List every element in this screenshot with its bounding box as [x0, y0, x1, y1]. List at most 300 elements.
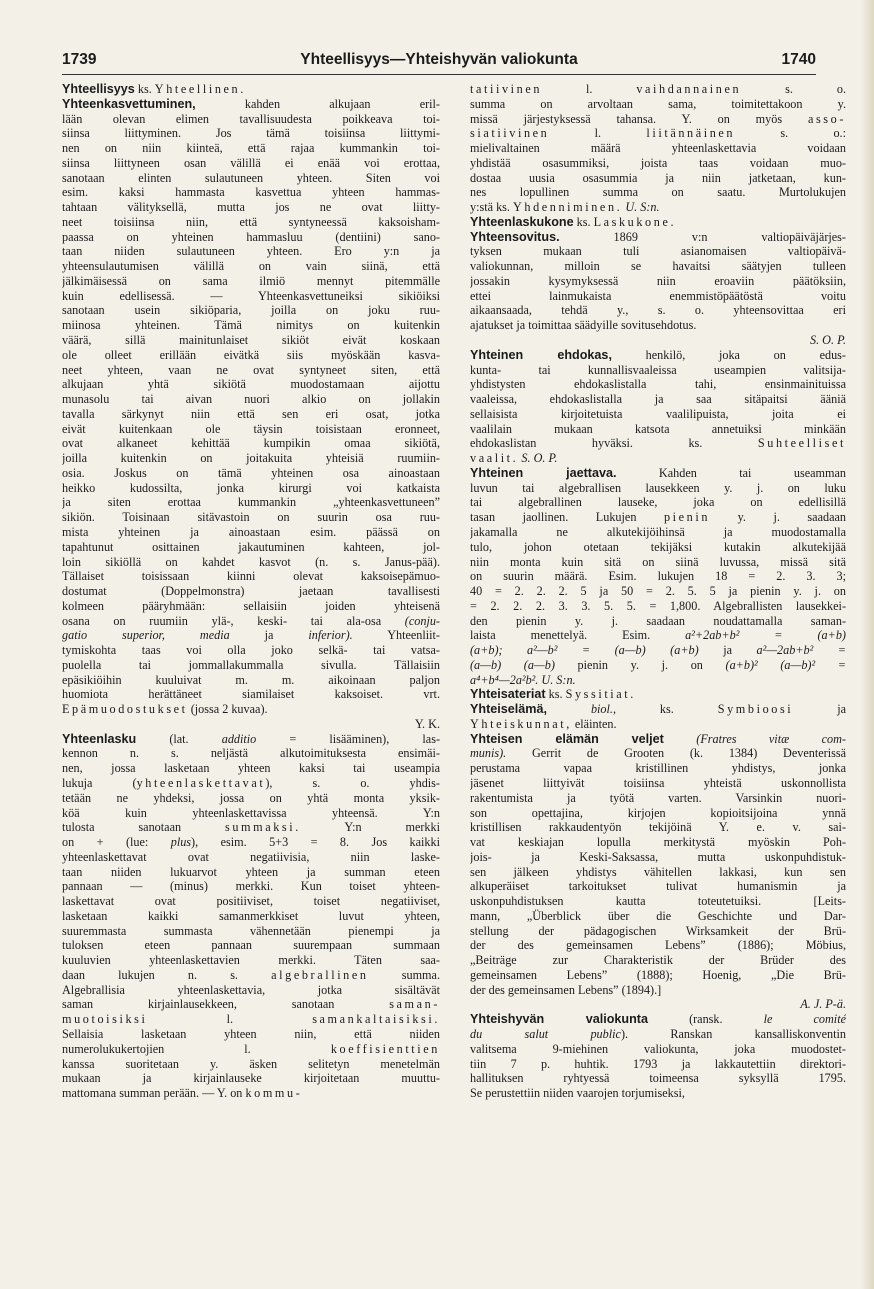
text-line — [62, 658, 440, 673]
text-segment: vat keskiajan lopulla merkitystä myöskin Poh- — [470, 835, 846, 850]
text-segment: kolmeen pääryhmään: sellaisiin joiden yhteisenä — [62, 598, 440, 613]
text-segment: stellung der pädagogischen Wirksamkeit der Brü- — [470, 923, 846, 938]
text-line — [62, 318, 440, 333]
text-segment: Yhteiskunnat, — [470, 716, 572, 731]
text-segment: Tällaiset toisissaan kiinni olevat kaksoisepämuo- — [62, 569, 440, 584]
text-segment: samankaltaisiksi. — [312, 1012, 440, 1027]
text-line — [62, 746, 440, 761]
text-line — [470, 481, 846, 496]
text-line — [62, 628, 440, 643]
text-line — [470, 200, 846, 215]
text-segment: tymiskohta taas voi olla joko selkä- tai vatsa- — [62, 643, 440, 658]
text-segment: (lat. — [136, 731, 222, 746]
text-segment: Sellaisia lasketaan yhteen niin, että niiden — [62, 1027, 440, 1041]
text-segment: nen, jossa lasketaan yhteen kaksi tai useampia — [62, 761, 440, 776]
entry-headword: Yhteenkasvettuminen, — [62, 96, 196, 111]
text-segment: saman- — [389, 997, 440, 1012]
text-segment: sen jälkeen yhdistys vähitellen lakkasi, kun sen — [470, 864, 846, 879]
text-line — [470, 436, 846, 451]
text-segment: = lisääminen), las- — [256, 731, 440, 746]
text-segment: siatiivinen — [470, 126, 550, 141]
text-segment: saman kirjainlausekkeen, sanotaan — [62, 997, 390, 1012]
text-line — [470, 318, 846, 333]
header-rule — [62, 74, 816, 75]
text-segment: epäsikiöihin kuuluivat m. m. aikoinaan paljon — [62, 672, 440, 687]
text-line — [62, 525, 440, 540]
text-line — [62, 643, 440, 658]
text-line — [62, 141, 440, 156]
text-segment: mukaan ja kirjainlauseke kirjoitetaan muuttu- — [62, 1071, 440, 1086]
text-segment: miinosa yhteinen. Tämä nimitys on kuitenkin — [62, 318, 440, 333]
text-segment: loin sikiöllä on kahdet kasvot (n. s. Janus-pää). — [62, 554, 440, 569]
text-segment: vaihdannainen — [636, 82, 742, 96]
text-segment: puolella tai jommallakummalla sivulla. Tällaisiin — [62, 657, 440, 672]
text-line — [470, 555, 846, 570]
text-line — [62, 776, 440, 791]
text-line — [62, 820, 440, 835]
text-segment: summa. — [368, 967, 440, 982]
text-segment: gemeinsamen Lebens” (1888); Hoenig, „Die Brü- — [470, 967, 846, 982]
text-segment: y:stä ks. — [470, 200, 513, 215]
text-line — [62, 333, 440, 348]
text-segment: asso- — [807, 111, 846, 126]
text-line — [62, 303, 440, 318]
text-line — [470, 702, 846, 717]
text-segment: le comité — [763, 1012, 846, 1027]
text-segment: neet yhteen, vaan ne ovat syntyneet siten, että — [62, 362, 440, 377]
text-line — [470, 820, 846, 835]
text-line — [470, 835, 846, 850]
text-segment: a²—2ab+b² = — [756, 643, 846, 658]
text-segment: sanotaan elinten sulautuneen yhteen. Siten voi — [62, 170, 440, 185]
entry-headword: Yhteellisyys — [62, 82, 135, 96]
text-segment: Algebrallisia yhteenlaskettavia, jotka sisältävät — [62, 982, 440, 997]
text-line — [470, 348, 846, 363]
text-segment: jossakin kysymyksessä niin eroaviin päätöksiin, — [470, 273, 846, 288]
text-line — [62, 451, 440, 466]
text-line — [470, 584, 846, 599]
text-segment: perustama vapaa kristillinen yhdistys, jonka — [470, 761, 846, 776]
text-segment: yhteenlaskettavat — [136, 775, 266, 790]
text-segment: Syssitiat. — [565, 687, 636, 702]
text-segment: tavalla särkynyt niin että sen eri osat, jotka — [62, 406, 440, 421]
text-line — [470, 451, 846, 466]
text-line — [62, 614, 440, 629]
text-segment: ja siten erottaa kummankin „yhteenkasvettuneen” — [62, 495, 440, 510]
text-segment: tapahtunut osittainen jakautuminen kahteen, jol- — [62, 539, 440, 554]
text-segment: missä järjestyksessä tahansa. Y. on myös — [470, 111, 808, 126]
text-segment: inferior). — [308, 628, 353, 643]
text-line — [62, 717, 440, 732]
text-line — [470, 791, 846, 806]
text-segment: osia. Joskus on tämä yhteinen osa ainoastaan — [62, 465, 440, 480]
text-segment: huomiota herättäneet siamilaiset kaksoiset. vrt. — [62, 687, 440, 702]
text-segment — [547, 702, 591, 716]
text-segment: l. — [542, 82, 637, 96]
text-segment: nes lopullinen summa on saatu. Murtolukujen — [470, 185, 846, 200]
text-segment: liitännäinen — [646, 126, 736, 141]
text-line — [470, 673, 846, 688]
page-edge-shadow — [860, 0, 874, 1289]
text-line — [470, 746, 846, 761]
text-segment: lään olevan elimen tavallisuudesta poikkeava toi- — [62, 111, 440, 126]
text-line — [62, 702, 440, 717]
text-line — [62, 732, 440, 747]
text-segment: niin monta kuin sitä on siinä luvussa, missä sitä — [470, 554, 846, 569]
text-segment: eivät kuitenkaan ole täysin toisistaan eronneet, — [62, 421, 440, 436]
text-line — [470, 1012, 846, 1027]
text-segment: sikiön. Toisinaan sitävastoin on suurin osa ruu- — [62, 510, 440, 525]
text-line — [62, 407, 440, 422]
text-segment: mann, „Überblick über die Geschichte und Dar- — [470, 908, 846, 923]
text-segment: additio — [221, 731, 257, 746]
text-line — [470, 466, 846, 481]
text-line — [62, 673, 440, 688]
left-column — [62, 82, 440, 1101]
text-segment: aikaansaada, tehdä y., s. o. yhteensovittaa eri — [470, 303, 846, 318]
text-segment: (jossa 2 kuvaa). — [187, 702, 268, 717]
text-segment: luvun tai algebrallisen lausekkeen y. j. on luku — [470, 480, 846, 495]
text-segment: daan lukujen n. s. — [62, 967, 272, 982]
text-line — [62, 126, 440, 141]
text-line — [62, 894, 440, 909]
text-line — [62, 215, 440, 230]
text-line — [62, 540, 440, 555]
text-line — [470, 1086, 846, 1101]
text-segment: den pienin y. j. saadaan noudattamalla saman- — [470, 613, 846, 628]
text-line — [470, 185, 846, 200]
text-line — [62, 968, 440, 983]
text-line — [62, 422, 440, 437]
text-segment: ks. — [134, 82, 155, 96]
text-segment: (a—b) (a—b) — [470, 657, 555, 672]
text-line — [62, 259, 440, 274]
running-title: Yhteellisyys—Yhteishyvän valiokunta — [300, 51, 578, 68]
text-segment: a²+2ab+b² = (a+b) — [685, 628, 846, 643]
text-segment: paassa on yhteinen hammasluu (dentiini) sano- — [62, 229, 440, 244]
text-line — [62, 82, 440, 97]
entry-headword: Yhteenlaskukone — [470, 214, 574, 229]
text-segment: tiin 7 p. huhtik. 1793 ja lakkautettiin direktori- — [470, 1056, 846, 1071]
text-line — [470, 392, 846, 407]
text-segment: pienin — [663, 510, 711, 525]
text-segment: koeffisienttien — [330, 1041, 440, 1056]
text-line — [470, 687, 846, 702]
text-segment: valiokunnan, milloin se havaitsi säätyjen tulleen — [470, 259, 846, 274]
text-line — [62, 997, 440, 1012]
text-segment: osana on ruumiin ylä-, keski- tai ala-osa — [62, 613, 405, 628]
text-line — [62, 171, 440, 186]
text-line — [62, 363, 440, 378]
text-segment: taan niiden lukuarvot yhteen ja summan eteen — [62, 864, 440, 879]
text-line — [62, 555, 440, 570]
text-segment: der des gemeinsamen Lebens” (1886); Möbius, — [470, 938, 846, 953]
text-line — [62, 289, 440, 304]
text-line — [62, 200, 440, 215]
text-segment: Kahden tai useamman — [616, 465, 846, 480]
text-line — [470, 289, 846, 304]
text-segment: plus — [170, 835, 192, 850]
text-segment: S. O. P. — [521, 451, 558, 466]
text-segment: lasketaan kaikki samanmerkkiset luvut yhteen, — [62, 908, 440, 923]
text-segment: algebrallinen — [271, 967, 369, 982]
text-segment: Epämuodostukset — [62, 702, 188, 717]
entry-headword: Yhteinen ehdokas, — [470, 347, 612, 362]
text-segment: mattomana summan perään. — Y. on — [62, 1086, 246, 1101]
text-segment: yhteensulautumisen välillä on vain siinä, että — [62, 259, 440, 274]
text-line — [62, 924, 440, 939]
text-line — [470, 215, 846, 230]
text-segment: laskettavat ovat positiiviset, toiset negatiiviset, — [62, 894, 440, 909]
entry-headword: Yhteensovitus. — [470, 229, 560, 244]
text-line — [470, 879, 846, 894]
text-segment: yhdistysten ehdokaslistalla tahi, ensinmainituissa — [470, 377, 846, 392]
text-line — [470, 244, 846, 259]
text-segment: vaaleissa, ehdokaslistalla ja saa sitäpaitsi ääniä — [470, 392, 846, 407]
text-segment: kuuluvien yhteenlaskettavien merkki. Täten saa- — [62, 953, 440, 968]
text-segment: hallituksen ryhtyessä toimeensa syksyllä 1795. — [470, 1071, 846, 1086]
author-signature: A. J. P-ä. — [800, 997, 846, 1012]
text-segment: U. S:n. — [541, 672, 576, 687]
text-line — [470, 717, 846, 732]
text-segment: y. j. saadaan — [710, 510, 846, 525]
text-segment: (a+b); a²—b² = (a—b) (a+b) — [470, 643, 699, 658]
text-segment: s. o.: — [735, 126, 846, 141]
text-segment: (conju- — [404, 613, 440, 628]
text-segment: a⁴+b⁴—2a²b². — [470, 672, 539, 687]
text-segment: = 2. 2. 2. 3. 3. 5. 5. = 1,800. Algebrallisten lausekkei- — [470, 598, 846, 613]
text-line — [470, 628, 846, 643]
text-line — [62, 1057, 440, 1072]
text-line — [470, 407, 846, 422]
text-line — [470, 983, 846, 998]
text-segment: Symbioosi — [717, 702, 794, 717]
text-segment: Suhteelliset — [757, 436, 846, 451]
entry-headword: Yhteinen jaettava. — [470, 465, 617, 480]
text-line — [62, 392, 440, 407]
text-line — [470, 363, 846, 378]
page-number-right: 1740 — [781, 51, 816, 68]
text-line — [470, 303, 846, 318]
text-segment: gatio superior, media — [62, 628, 230, 643]
text-line — [470, 333, 846, 348]
entry-headword: Yhteenlasku — [62, 731, 137, 746]
text-line — [470, 761, 846, 776]
text-segment: Yhteenliit- — [352, 628, 440, 643]
text-line — [470, 614, 846, 629]
text-segment: tatiivinen — [470, 82, 543, 96]
text-line — [470, 141, 846, 156]
text-line — [62, 436, 440, 451]
text-line — [470, 953, 846, 968]
text-segment: summa on arvoltaan sama, toimitettakoon y. — [470, 96, 846, 111]
text-segment: ks. — [573, 214, 594, 229]
text-segment: pannaan — (minus) merkki. Kun toiset yhteen- — [62, 879, 440, 894]
text-line — [62, 569, 440, 584]
text-line — [470, 776, 846, 791]
text-segment: yhteenlaskettavat ovat negatiivisia, niin laske- — [62, 849, 440, 864]
text-segment: tuloksen eteen pannaan suurempaan summaan — [62, 938, 440, 953]
text-line — [470, 422, 846, 437]
text-line — [470, 1071, 846, 1086]
entry-headword: Yhteisateriat — [470, 687, 546, 702]
text-segment: „Beiträge zur Charakteristik der Brüder des — [470, 953, 846, 968]
text-line — [62, 1086, 440, 1101]
text-segment: tyksen mukaan tuli asianomaisen valtiopäivä- — [470, 244, 846, 259]
page-header — [62, 48, 816, 74]
text-line — [470, 909, 846, 924]
text-segment: Laskukone. — [593, 214, 677, 229]
text-line — [470, 1027, 846, 1042]
text-segment: l. — [549, 126, 647, 141]
text-segment: sellaisista kirjoitetuista vaalilipuista, joita ei — [470, 406, 846, 421]
text-line — [470, 865, 846, 880]
text-segment: joilla kuitenkin on joitakuita yhteisiä ruumiin- — [62, 451, 440, 466]
text-segment: eläinten. — [571, 716, 617, 731]
entry-headword: Yhteiselämä, — [470, 702, 548, 717]
text-line — [470, 82, 846, 97]
text-segment: jakamalla ne alkutekijöihinsä ja muodostamalla — [470, 524, 846, 539]
text-segment: vaalit. — [470, 451, 519, 466]
text-segment: taan niiden sulautuneen yhteen. Ero y:n ja — [62, 244, 440, 259]
text-segment: ja — [793, 702, 846, 717]
text-segment: son opettajina, kirjojen kopioitsijoina ynnä — [470, 805, 846, 820]
text-segment: s. o. — [741, 82, 846, 96]
text-line — [470, 894, 846, 909]
text-line — [470, 599, 846, 614]
text-segment: yhdistää osasummiksi, joista taas voidaan muo- — [470, 155, 846, 170]
text-line — [62, 938, 440, 953]
text-line — [62, 1012, 440, 1027]
text-line — [62, 1042, 440, 1057]
text-line — [470, 540, 846, 555]
text-segment: 40 = 2. 2. 2. 5 ja 50 = 2. 5. 5 ja pienin y. j. on — [470, 584, 846, 599]
text-line — [470, 112, 846, 127]
text-segment: Se perustettiin niiden vaarojen torjumiseksi, — [470, 1086, 685, 1101]
text-line — [62, 806, 440, 821]
text-line — [62, 865, 440, 880]
text-segment: Yhteellinen. — [154, 82, 246, 96]
text-segment: alkujaan yhtä sikiötä muodostamaan aijottu — [62, 377, 440, 392]
text-line — [62, 466, 440, 481]
text-segment: jälkimäisessä on sama ilmiö mennyt pitemmälle — [62, 273, 440, 288]
text-segment: alkuperäiset tarkoitukset tulivat humanismin ja — [470, 879, 846, 894]
text-segment: du salut public — [470, 1027, 621, 1041]
text-line — [470, 569, 846, 584]
text-line — [62, 1071, 440, 1086]
text-line — [62, 850, 440, 865]
text-segment: ), s. o. yhdis- — [265, 775, 440, 790]
text-line — [470, 525, 846, 540]
text-segment: ajatukset ja toimittaa säädyille sovitusehdotus. — [470, 318, 697, 333]
text-segment: lukuja ( — [62, 775, 137, 790]
text-line — [470, 968, 846, 983]
text-line — [470, 495, 846, 510]
text-line — [470, 274, 846, 289]
text-line — [470, 997, 846, 1012]
text-segment: ole olleet erillään eivätkä siis myöskään kasva- — [62, 347, 440, 362]
text-segment: ja — [229, 628, 309, 643]
text-line — [470, 126, 846, 141]
text-line — [62, 835, 440, 850]
text-line — [62, 185, 440, 200]
text-segment: summaksi. — [225, 820, 301, 835]
text-line — [62, 274, 440, 289]
text-segment: kuin edellisessä. — Yhteenkasvettuneiksi sikiöiksi — [62, 288, 440, 303]
text-line — [470, 156, 846, 171]
text-line — [470, 1057, 846, 1072]
text-segment: tasan jaollinen. Lukujen — [470, 510, 664, 525]
text-segment: siinsa liittyneen osan välillä ei enää voi erottaa, — [62, 155, 440, 170]
text-segment: suuremmasta summasta vähennetään pienempi ja — [62, 923, 440, 938]
text-segment: tulosta sanotaan — [62, 820, 226, 835]
text-segment: ehdokaslistan hyväksi. ks. — [470, 436, 758, 451]
text-segment: pienin y. j. on — [554, 657, 726, 672]
text-segment: Gerrit de Grooten (k. 1384) Deventerissä — [506, 746, 846, 761]
text-line — [470, 1042, 846, 1057]
text-line — [62, 879, 440, 894]
text-line — [62, 244, 440, 259]
text-segment: mielivaltainen määrä yhteenlaskettavia voidaan — [470, 141, 846, 156]
text-segment: l. — [147, 1012, 313, 1027]
text-segment: nen on niin kiinteä, että rajaa kummankin toi- — [62, 141, 440, 156]
text-segment: mista yhteinen ja ainoastaan esim. päässä on — [62, 524, 440, 539]
text-line — [470, 97, 846, 112]
text-segment: (Fratres vitæ com- — [696, 731, 846, 746]
text-segment: kanssa suoritetaan y. äsken selitetyn menetelmän — [62, 1056, 440, 1071]
text-line — [62, 687, 440, 702]
text-segment: ovat alkaneet kehittää kumpikin omaa sikiötä, — [62, 436, 440, 451]
text-segment: esim. kaksi hammasta kasvettua yhteen hammas- — [62, 185, 440, 200]
entry-headword: Yhteishyvän valiokunta — [470, 1012, 648, 1027]
text-segment: biol., — [590, 702, 616, 717]
text-segment: 1869 v:n valtiopäiväjärjes- — [559, 229, 846, 244]
text-line — [62, 156, 440, 171]
text-segment: sanotaan usein sikiöparia, joilla on joku ruu- — [62, 303, 440, 318]
text-line — [62, 495, 440, 510]
right-column — [470, 82, 846, 1101]
text-line — [470, 658, 846, 673]
text-line — [62, 599, 440, 614]
text-segment: on suurin määrä. Esim. lukujen 18 = 2. 3. 3; — [470, 569, 846, 584]
page-number-left: 1739 — [62, 51, 97, 68]
text-line — [470, 732, 846, 747]
text-segment: (a+b)² (a—b)² = — [725, 657, 846, 672]
text-segment: der des gemeinsamen Lebens” (1894).] — [470, 982, 662, 997]
text-segment: ), esim. 5+3 = 8. Jos kaikki — [191, 835, 440, 850]
text-line — [62, 348, 440, 363]
text-segment — [664, 732, 696, 746]
text-line — [62, 909, 440, 924]
text-line — [62, 481, 440, 496]
text-line — [62, 112, 440, 127]
text-line — [470, 230, 846, 245]
text-segment: tetään ne yhdeksi, jossa on yhtä monta yksik- — [62, 790, 440, 805]
author-signature: S. O. P. — [809, 333, 846, 348]
text-segment: munis). — [470, 746, 507, 761]
text-segment: jäsenet liittyivät toisiinsa yhteistä uskonnollista — [470, 775, 846, 790]
text-segment: kunta- tai kunnallisvaaleissa useampien valitsija- — [470, 362, 846, 377]
text-line — [470, 510, 846, 525]
text-segment: siinsa liittyminen. Jos tämä toisiinsa liittymi- — [62, 126, 440, 141]
text-line — [62, 584, 440, 599]
text-line — [62, 761, 440, 776]
author-signature: Y. K. — [414, 716, 440, 731]
text-line — [470, 259, 846, 274]
text-segment: kennon n. s. neljästä alkutoimituksesta ensimäi- — [62, 746, 440, 761]
text-line — [62, 230, 440, 245]
text-line — [62, 953, 440, 968]
